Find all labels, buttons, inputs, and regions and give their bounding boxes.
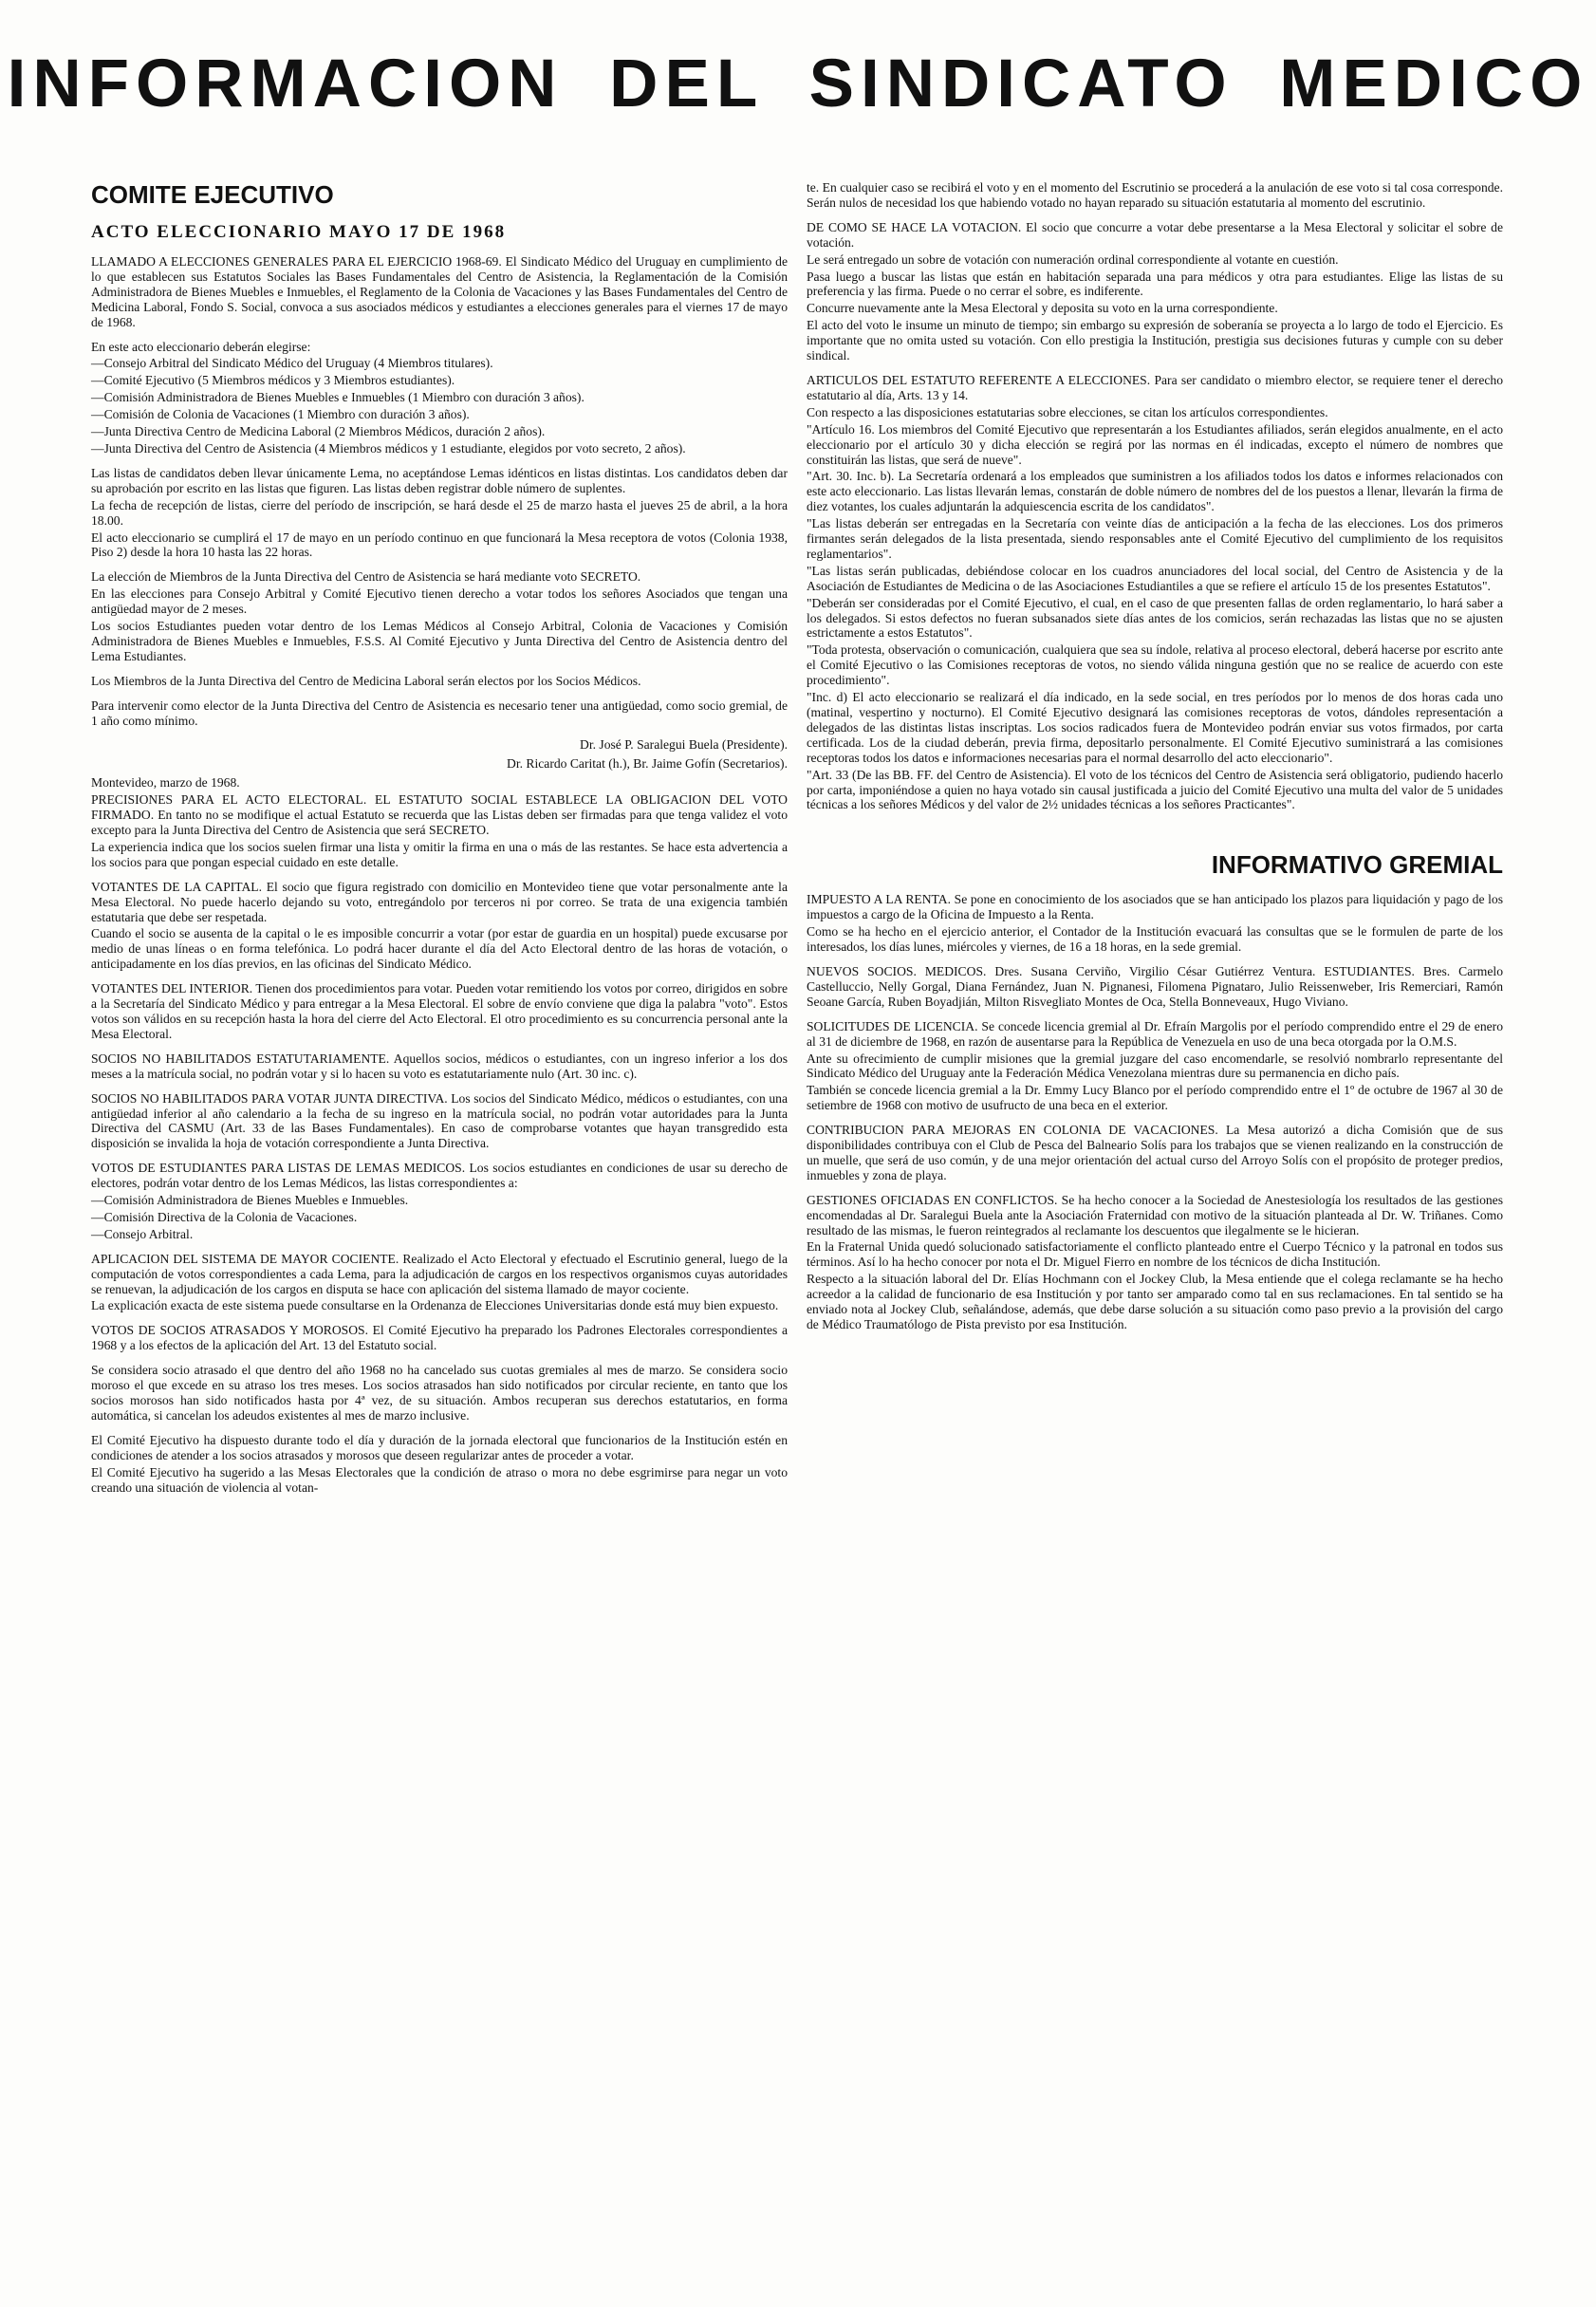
list-item: —Comisión Administradora de Bienes Muebles e Inmuebles. bbox=[91, 1193, 409, 1208]
list-item: —Junta Directiva del Centro de Asistencia (4 Miembros médicos y 1 estudiante, elegidos por voto secreto, 2 años). bbox=[91, 440, 686, 456]
paragraph: La fecha de recepción de listas, cierre del período de inscripción, se hará desde el 25 de marzo hasta el jueves 25 de abril, a la hora 18.00. bbox=[91, 497, 788, 528]
paragraph: Cuando el socio se ausenta de la capital o le es imposible concurrir a votar (por estar de guardia en un hospital) puede excusarse por medio de unas líneas o en forma telefónica. Lo podrá hacer durante el día del Acto Electoral dentro de las horas de votación, o anticipadamente en los días previos, en las oficinas del Sindicato Médico. bbox=[91, 926, 788, 972]
paragraph: Para intervenir como elector de la Junta Directiva del Centro de Asistencia es necesario tener una antigüedad, como socio gremial, de 1 año como mínimo. bbox=[91, 698, 788, 728]
subhead-acto-eleccionario: ACTO ELECCIONARIO MAYO 17 DE 1968 bbox=[91, 222, 507, 242]
paragraph-como-se-vota: DE COMO SE HACE LA VOTACION. El socio que concurre a votar debe presentarse a la Mesa Electoral y solicitar el sobre de votación. bbox=[807, 219, 1503, 250]
paragraph-art-30: "Art. 30. Inc. b). La Secretaría ordenará a los empleados que suministren a los afiliados todos los datos e informes relacionados con este acto eleccionario. Las listas llevarán lemas, constarán de doble número de nombres del de los puestos a llenar, llevarán la firma de diez votantes, los cuales adjuntarán la adquiescencia escrita de los candidatos". bbox=[807, 469, 1503, 514]
paragraph-gestiones-conflictos: GESTIONES OFICIADAS EN CONFLICTOS. Se ha hecho conocer a la Sociedad de Anestesiología los resultados de las gestiones encomendadas al Dr. Saralegui Buela ante la Asociación Fraternidad con motivo de la situación planteada al Dr. W. Triñanes. Como resultado de las mismas, le fueron reintegrados al reclamante los descuentos que ilegalmente se le hicieran. bbox=[807, 1192, 1503, 1237]
paragraph: "Deberán ser consideradas por el Comité Ejecutivo, el cual, en el caso de que presenten fallas de orden reglamentario, lo hará saber a los delegados. Si estos defectos no fueran subsanados siete días antes de los comicios, serán rechazadas las listas que no se ajusten estrictamente a estos Estatutos". bbox=[807, 595, 1503, 641]
signature-president: Dr. José P. Saralegui Buela (Presidente). bbox=[580, 737, 788, 753]
left-column bbox=[91, 180, 788, 1504]
signature-secretaries: Dr. Ricardo Caritat (h.), Br. Jaime Gofín (Secretarios). bbox=[507, 756, 788, 772]
paragraph-articulo-16: "Artículo 16. Los miembros del Comité Ejecutivo que representarán a los Estudiantes afiliados, serán elegidos anualmente, en el acto eleccionario por el artículo 30 y dicha elección se regirá por las normas en él indicadas, excepto el número de nombres que constituirán las listas, que será de nueve". bbox=[807, 421, 1503, 467]
list-item: —Junta Directiva Centro de Medicina Laboral (2 Miembros Médicos, duración 2 años). bbox=[91, 424, 546, 439]
dateline: Montevideo, marzo de 1968. bbox=[91, 775, 240, 791]
paragraph-inc-d: "Inc. d) El acto eleccionario se realizará el día indicado, en la sede social, en tres períodos por lo menos de dos horas cada uno (matinal, vespertino y nocturno). El Comité Ejecutivo designará las comisiones receptoras de votos, dándoles representación a delegados de las distintas listas inscriptas. Los socios radicados fuera de Montevideo podrán enviar sus votos firmados, por carta certificada. Los de la ciudad deberán, previa firma, depositarlo personalmente. El Comité Ejecutivo suministrará a las comisiones receptoras todos los datos e informaciones necesarias para el normal desarrollo del acto eleccionario". bbox=[807, 690, 1503, 765]
paragraph-articulos-estatuto: ARTICULOS DEL ESTATUTO REFERENTE A ELECCIONES. Para ser candidato o miembro elector, se requiere tener el derecho estatutario al día, Arts. 13 y 14. bbox=[807, 372, 1503, 402]
paragraph: El acto del voto le insume un minuto de tiempo; sin embargo su expresión de soberanía se proyecta a lo largo de todo el Ejercicio. Es importante que no omita usted su votación. Con ello prestigia la Institución, prestigia sus decisiones futuras y cumple con su deber sindical. bbox=[807, 318, 1503, 363]
paragraph-junta-directiva: SOCIOS NO HABILITADOS PARA VOTAR JUNTA DIRECTIVA. Los socios del Sindicato Médico, médicos o estudiantes, con una antigüedad inferior al año calendario a la fecha de su ingreso en la matrícula social, no podrán votar autoridades para la Junta Directiva del CASMU (Art. 33 de las Bases Fundamentales). En caso de comprobarse votantes que hayan transgredido esta disposición se invalida la hoja de votación correspondiente a Junta Directiva. bbox=[91, 1090, 788, 1151]
paragraph-contribucion-colonia: CONTRIBUCION PARA MEJORAS EN COLONIA DE VACACIONES. La Mesa autorizó a dicha Comisión que de sus disponibilidades contribuya con el Club de Pesca del Balneario Solís para los trabajos que se vienen realizando en la construcción de un muelle, que será de uso común, y de una mejor orientación del actual curso del Arroyo Solís con el propósito de proteger predios, inmuebles y zona de playa. bbox=[807, 1123, 1503, 1182]
section-title-comite: COMITE EJECUTIVO bbox=[91, 180, 334, 209]
paragraph: Con respecto a las disposiciones estatutarias sobre elecciones, se citan los artículos correspondientes. bbox=[807, 404, 1328, 419]
paragraph: Ante su ofrecimiento de cumplir misiones que la gremial juzgare del caso encomendarle, se resolvió nombrarlo representante del Sindicato Médico del Uruguay ante la Federación Médica Venezolana mientras dure su permanencia en dicho país. bbox=[807, 1051, 1503, 1081]
list-item: —Comisión Administradora de Bienes Muebles e Inmuebles (1 Miembro con duración 3 años). bbox=[91, 390, 585, 405]
paragraph: También se concede licencia gremial a la Dr. Emmy Lucy Blanco por el período comprendido entre el 1º de octubre de 1967 al 30 de setiembre de 1968 con motivo de usufructo de una beca en el exterior. bbox=[807, 1083, 1503, 1113]
paragraph: El acto eleccionario se cumplirá el 17 de mayo en un período continuo en que funcionará la Mesa receptora de votos (Colonia 1938, Piso 2) desde la hora 10 hasta las 22 horas. bbox=[91, 530, 788, 560]
paragraph-art-33: "Art. 33 (De las BB. FF. del Centro de Asistencia). El voto de los técnicos del Centro de Asistencia será obligatorio, pudiendo hacerlo por carta, imponiéndose a quien no haya votado sin causal justificada a juicio del Comité Ejecutivo una multa del valor de 5 unidades técnicas a los señores Médicos y del valor de 2½ unidades técnicas a los señores Practicantes". bbox=[807, 767, 1503, 812]
paragraph: La explicación exacta de este sistema puede consultarse en la Ordenanza de Elecciones Universitarias donde está muy bien expuesto. bbox=[91, 1298, 779, 1313]
paragraph: El Comité Ejecutivo ha sugerido a las Mesas Electorales que la condición de atraso o mora no debe esgrimirse para negar un voto creando una situación de violencia al votan- bbox=[91, 1464, 788, 1495]
paragraph-solicitudes-licencia: SOLICITUDES DE LICENCIA. Se concede licencia gremial al Dr. Efraín Margolis por el período comprendido entre el 29 de enero al 31 de diciembre de 1968, en razón de ausentarse para la República de Venezuela en uso de una beca otorgada por la O.M.S. bbox=[807, 1018, 1503, 1049]
paragraph: Los socios Estudiantes pueden votar dentro de los Lemas Médicos al Consejo Arbitral, Colonia de Vacaciones y Comisión Administradora de Bienes Muebles e Inmuebles, F.S.S. Al Comité Ejecutivo y Junta Directiva del Centro de Asistencia dentro del Lema Estudiantes. bbox=[91, 619, 788, 663]
list-item: —Consejo Arbitral. bbox=[91, 1226, 194, 1241]
list-item: —Comité Ejecutivo (5 Miembros médicos y 3 Miembros estudiantes). bbox=[91, 373, 455, 388]
paragraph: Le será entregado un sobre de votación con numeración ordinal correspondiente al votante en cuestión. bbox=[807, 251, 1339, 267]
paragraph: LLAMADO A ELECCIONES GENERALES PARA EL EJERCICIO 1968-69. El Sindicato Médico del Uruguay en cumplimiento de lo que establecen sus Estatutos Sociales las Bases Fundamentales del Centro de Asistencia, la Reglamentación de la Comisión Administradora de Bienes Muebles e Inmuebles, el Reglamento de la Colonia de Vacaciones y las Bases Fundamentales del Centro de Medicina Laboral, Fondo S. Social, convoca a sus asociados médicos y estudiantes a elecciones generales para el viernes 17 de mayo de 1968. bbox=[91, 254, 788, 329]
paragraph: "Toda protesta, observación o comunicación, cualquiera que sea su índole, relativa al proceso electoral, deberá hacerse por escrito ante el Comité Ejecutivo o las Comisiones receptoras de votos, no siendo válida ninguna gestión que no se realice de acuerdo con este procedimiento". bbox=[807, 642, 1503, 688]
paragraph-nuevos-socios: NUEVOS SOCIOS. MEDICOS. Dres. Susana Cerviño, Virgilio César Gutiérrez Ventura. ESTUDIANTES. Bres. Carmelo Castelluccio, Nelly Gorgal, Diana Fernández, Juan N. Pignanesi, Filomena Pignataro, Julio Reissenweber, Iris Remerciari, Ramón Seoane García, Ruben Boyadjián, Milton Risvegliato Montes de Oca, Stella Bonneveaux, Hugo Viviano. bbox=[807, 963, 1503, 1009]
right-column bbox=[807, 180, 1503, 1342]
section-title-informativo: INFORMATIVO GREMIAL bbox=[1211, 850, 1503, 880]
paragraph-advertencia: La experiencia indica que los socios suelen firmar una lista y omitir la firma en una o más de las restantes. Se hace esta advertencia a los socios para que pongan especial cuidado en este detalle. bbox=[91, 839, 788, 869]
paragraph: En las elecciones para Consejo Arbitral y Comité Ejecutivo tienen derecho a votar todos los señores Asociados que tengan una antigüedad mayor de 2 meses. bbox=[91, 586, 788, 617]
paragraph: El Comité Ejecutivo ha dispuesto durante todo el día y duración de la jornada electoral que funcionarios de la Institución estén en condiciones de atender a los socios atrasados y morosos que deseen regularizar antes de proceder a votar. bbox=[91, 1432, 788, 1462]
paragraph-socios-no-habilitados: SOCIOS NO HABILITADOS ESTATUTARIAMENTE. Aquellos socios, médicos o estudiantes, con un ingreso inferior a los dos meses a la matrícula social, no podrán votar y si lo hacen su voto es estatutariamente nulo (Art. 30 inc. c). bbox=[91, 1051, 788, 1081]
paragraph-votantes-capital: VOTANTES DE LA CAPITAL. El socio que figura registrado con domicilio en Montevideo tiene que votar personalmente ante la Mesa Electoral. No puede hacerlo dejando su voto, entregándolo por terceros ni por correo. Se trata de una exigencia también estatutaria que debe ser respetada. bbox=[91, 879, 788, 924]
paragraph: "Las listas serán publicadas, debiéndose colocar en los cuadros anunciadores del local social, del Centro de Asistencia y de la Asociación de Estudiantes de Medicina o de las Asociaciones Estudiantiles a que se refiere el artículo 15 de los presentes Estatutos". bbox=[807, 563, 1503, 593]
paragraph: Pasa luego a buscar las listas que están en habitación separada una para médicos y otra para estudiantes. Elige las listas de su preferencia y las firma. Puede o no cerrar el sobre, es indiferente. bbox=[807, 269, 1503, 299]
paragraph-votos-estudiantes: VOTOS DE ESTUDIANTES PARA LISTAS DE LEMAS MEDICOS. Los socios estudiantes en condiciones de usar su derecho de electores, podrán votar dentro de los Lemas Médicos, las listas correspondientes a: bbox=[91, 1161, 788, 1191]
paragraph: La elección de Miembros de la Junta Directiva del Centro de Asistencia se hará mediante voto SECRETO. bbox=[91, 569, 641, 585]
paragraph: Respecto a la situación laboral del Dr. Elías Hochmann con el Jockey Club, la Mesa entiende que el colega reclamante se ha hecho acreedor a la calidad de funcionario de esa Institución y por tanto ser amparado como tal en sus reclamaciones. En tal sentido se ha enviado nota al Jockey Club, señalándose, además, que debe darse solución a su situación como paso previo a la provisión del cargo de Médico Traumatólogo de Pista previsto por esa Institución. bbox=[807, 1272, 1503, 1331]
paragraph-mayor-cociente: APLICACION DEL SISTEMA DE MAYOR COCIENTE. Realizado el Acto Electoral y efectuado el Escrutinio general, luego de la computación de votos correspondientes a cada Lema, para la adjudicación de cargos en los respectivos organismos cuyas autoridades se renuevan, la adjudicación de los cargos en disputa se hace con aplicación del sistema llamado de mayor cociente. bbox=[91, 1251, 788, 1296]
paragraph: "Las listas deberán ser entregadas en la Secretaría con veinte días de anticipación a la fecha de las elecciones. Los dos primeros firmantes serán delegados de la lista presentada, siendo responsables ante el Comité Ejecutivo del cumplimiento de los requisitos reglamentarios". bbox=[807, 516, 1503, 561]
paragraph-socios-atrasados: VOTOS DE SOCIOS ATRASADOS Y MOROSOS. El Comité Ejecutivo ha preparado los Padrones Electorales correspondientes a 1968 y a los efectos de la aplicación del Art. 13 del Estatuto social. bbox=[91, 1323, 788, 1353]
list-item: —Consejo Arbitral del Sindicato Médico del Uruguay (4 Miembros titulares). bbox=[91, 356, 493, 371]
list-item: —Comisión Directiva de la Colonia de Vacaciones. bbox=[91, 1209, 358, 1224]
paragraph-precisiones: PRECISIONES PARA EL ACTO ELECTORAL. EL ESTATUTO SOCIAL ESTABLECE LA OBLIGACION DEL VOTO FIRMADO. En tanto no se modifique el actual Estatuto se recuerda que las Listas deben ser firmadas para que tenga validez el voto excepto para la Junta Directiva del Centro de Asistencia que será SECRETO. bbox=[91, 792, 788, 837]
paragraph: Como se ha hecho en el ejercicio anterior, el Contador de la Institución evacuará las consultas que se le formulen de parte de los interesados, los días lunes, miércoles y viernes, de 16 a 18 horas, en la sede gremial. bbox=[807, 924, 1503, 955]
paragraph: Concurre nuevamente ante la Mesa Electoral y deposita su voto en la urna correspondiente. bbox=[807, 301, 1278, 316]
paragraph: Se considera socio atrasado el que dentro del año 1968 no ha cancelado sus cuotas gremiales al mes de marzo. Se considera socio moroso el que excede en su atraso los tres meses. Los socios atrasados han sido notificados por circular reciente, en tanto que los socios morosos han sido notificados hasta por 4ª vez, de su situación. Ambos recuperan sus derechos estatutarios, en forma automática, si cancelan los adeudos existentes al mes de marzo inclusive. bbox=[91, 1363, 788, 1423]
paragraph: Las listas de candidatos deben llevar únicamente Lema, no aceptándose Lemas idénticos en listas distintas. Los candidatos deben dar su aprobación por escrito en las listas que figuren. Las listas deben registrar doble número de suplentes. bbox=[91, 465, 788, 495]
paragraph: En la Fraternal Unida quedó solucionado satisfactoriamente el conflicto planteado entre el Cuerpo Técnico y la patronal en todos sus términos. Así lo ha hecho conocer por nota el Dr. Miguel Fierro en nombre de los técnicos de dicha Institución. bbox=[807, 1239, 1503, 1270]
paragraph-votantes-interior: VOTANTES DEL INTERIOR. Tienen dos procedimientos para votar. Pueden votar remitiendo los votos por correo, dirigidos en sobre a la Secretaría del Sindicato Médico y para entregar a la Mesa Electoral. El sobre de envío conviene que diga la palabra "voto". Estos votos son válidos en su recepción hasta la hora del cierre del Acto Electoral. El otro procedimiento es su concurrencia personal ante la Mesa Electoral. bbox=[91, 981, 788, 1041]
list-item: —Comisión de Colonia de Vacaciones (1 Miembro con duración 3 años). bbox=[91, 407, 470, 422]
paragraph-continuation: te. En cualquier caso se recibirá el voto y en el momento del Escrutinio se procederá a la anulación de ese voto si tal cosa corresponde. Serán nulos de necesidad los que habiendo votado no hayan reparado su situación estatutaria al momento del escrutinio. bbox=[807, 180, 1503, 210]
paragraph: Los Miembros de la Junta Directiva del Centro de Medicina Laboral serán electos por los Socios Médicos. bbox=[91, 673, 641, 688]
paragraph-impuesto-renta: IMPUESTO A LA RENTA. Se pone en conocimiento de los asociados que se han anticipado los plazos para liquidación y pago de los impuestos a cargo de la Oficina de Impuesto a la Renta. bbox=[807, 892, 1503, 922]
paragraph: En este acto eleccionario deberán elegirse: bbox=[91, 339, 311, 354]
masthead-title: INFORMACION DEL SINDICATO MEDICO bbox=[7, 47, 1589, 121]
